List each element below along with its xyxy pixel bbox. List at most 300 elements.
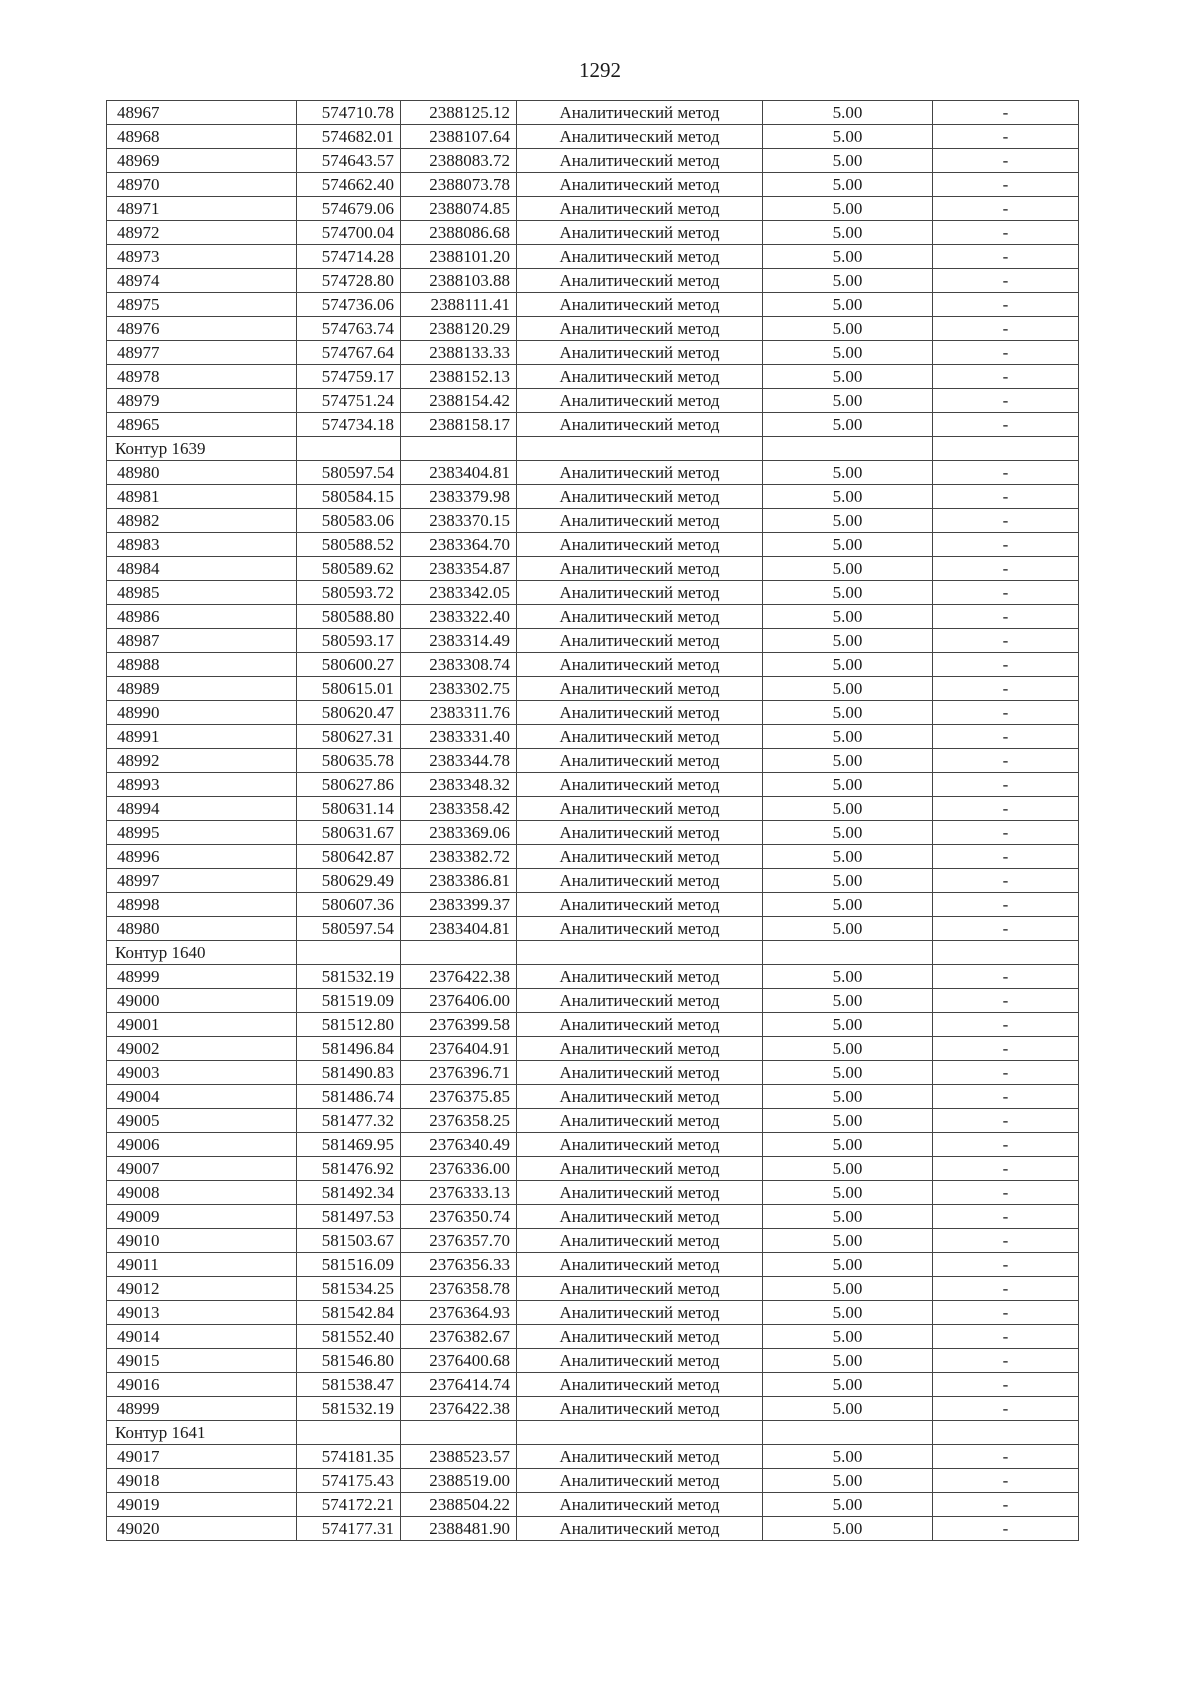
point-id-cell: 49004 [107, 1085, 297, 1109]
table-row [107, 869, 1079, 893]
empty-cell [763, 1421, 933, 1445]
method-cell: Аналитический метод [517, 245, 763, 269]
method-cell: Аналитический метод [517, 989, 763, 1013]
x-coordinate-cell: 581497.53 [297, 1205, 401, 1229]
note-cell: - [933, 1085, 1079, 1109]
point-id-cell: 48973 [107, 245, 297, 269]
table-row [107, 605, 1079, 629]
point-id-cell: 49013 [107, 1301, 297, 1325]
method-cell: Аналитический метод [517, 197, 763, 221]
empty-cell [517, 437, 763, 461]
table-row [107, 1493, 1079, 1517]
method-cell: Аналитический метод [517, 773, 763, 797]
contour-label: Контур 1640 [107, 941, 297, 965]
precision-cell: 5.00 [763, 1133, 933, 1157]
method-cell: Аналитический метод [517, 389, 763, 413]
note-cell: - [933, 1301, 1079, 1325]
table-row [107, 989, 1079, 1013]
method-cell: Аналитический метод [517, 1493, 763, 1517]
point-id-cell: 48993 [107, 773, 297, 797]
note-cell: - [933, 1253, 1079, 1277]
precision-cell: 5.00 [763, 1181, 933, 1205]
table-row [107, 365, 1079, 389]
point-id-cell: 48965 [107, 413, 297, 437]
point-id-cell: 48981 [107, 485, 297, 509]
table-row [107, 101, 1079, 125]
precision-cell: 5.00 [763, 1061, 933, 1085]
x-coordinate-cell: 574710.78 [297, 101, 401, 125]
note-cell: - [933, 1181, 1079, 1205]
precision-cell: 5.00 [763, 341, 933, 365]
point-id-cell: 48998 [107, 893, 297, 917]
precision-cell: 5.00 [763, 1277, 933, 1301]
table-row [107, 1469, 1079, 1493]
y-coordinate-cell: 2383358.42 [401, 797, 517, 821]
table-row [107, 557, 1079, 581]
point-id-cell: 48969 [107, 149, 297, 173]
point-id-cell: 48985 [107, 581, 297, 605]
point-id-cell: 48987 [107, 629, 297, 653]
method-cell: Аналитический метод [517, 1205, 763, 1229]
precision-cell: 5.00 [763, 605, 933, 629]
y-coordinate-cell: 2376406.00 [401, 989, 517, 1013]
point-id-cell: 48991 [107, 725, 297, 749]
y-coordinate-cell: 2383370.15 [401, 509, 517, 533]
empty-cell [933, 437, 1079, 461]
method-cell: Аналитический метод [517, 1397, 763, 1421]
x-coordinate-cell: 581538.47 [297, 1373, 401, 1397]
table-row [107, 173, 1079, 197]
point-id-cell: 49007 [107, 1157, 297, 1181]
note-cell: - [933, 1493, 1079, 1517]
table-row [107, 269, 1079, 293]
precision-cell: 5.00 [763, 701, 933, 725]
y-coordinate-cell: 2383369.06 [401, 821, 517, 845]
table-row [107, 1301, 1079, 1325]
point-id-cell: 48990 [107, 701, 297, 725]
note-cell: - [933, 1325, 1079, 1349]
note-cell: - [933, 629, 1079, 653]
method-cell: Аналитический метод [517, 1277, 763, 1301]
note-cell: - [933, 701, 1079, 725]
note-cell: - [933, 821, 1079, 845]
x-coordinate-cell: 574759.17 [297, 365, 401, 389]
note-cell: - [933, 581, 1079, 605]
y-coordinate-cell: 2383348.32 [401, 773, 517, 797]
table-row [107, 965, 1079, 989]
precision-cell: 5.00 [763, 917, 933, 941]
table-row [107, 893, 1079, 917]
method-cell: Аналитический метод [517, 845, 763, 869]
method-cell: Аналитический метод [517, 1469, 763, 1493]
point-id-cell: 49008 [107, 1181, 297, 1205]
table-row [107, 1013, 1079, 1037]
y-coordinate-cell: 2376422.38 [401, 965, 517, 989]
point-id-cell: 48988 [107, 653, 297, 677]
x-coordinate-cell: 581503.67 [297, 1229, 401, 1253]
precision-cell: 5.00 [763, 1349, 933, 1373]
point-id-cell: 49016 [107, 1373, 297, 1397]
y-coordinate-cell: 2383399.37 [401, 893, 517, 917]
point-id-cell: 49009 [107, 1205, 297, 1229]
note-cell: - [933, 1109, 1079, 1133]
empty-cell [297, 941, 401, 965]
x-coordinate-cell: 580607.36 [297, 893, 401, 917]
x-coordinate-cell: 574643.57 [297, 149, 401, 173]
method-cell: Аналитический метод [517, 605, 763, 629]
empty-cell [763, 941, 933, 965]
empty-cell [297, 1421, 401, 1445]
table-row [107, 1253, 1079, 1277]
page-number: 1292 [579, 58, 621, 82]
y-coordinate-cell: 2376364.93 [401, 1301, 517, 1325]
x-coordinate-cell: 580635.78 [297, 749, 401, 773]
x-coordinate-cell: 581512.80 [297, 1013, 401, 1037]
x-coordinate-cell: 574177.31 [297, 1517, 401, 1541]
method-cell: Аналитический метод [517, 1301, 763, 1325]
method-cell: Аналитический метод [517, 1325, 763, 1349]
precision-cell: 5.00 [763, 1109, 933, 1133]
method-cell: Аналитический метод [517, 461, 763, 485]
precision-cell: 5.00 [763, 845, 933, 869]
point-id-cell: 48968 [107, 125, 297, 149]
empty-cell [297, 437, 401, 461]
table-row [107, 1277, 1079, 1301]
y-coordinate-cell: 2383404.81 [401, 917, 517, 941]
table-row [107, 149, 1079, 173]
point-id-cell: 49000 [107, 989, 297, 1013]
table-row [107, 677, 1079, 701]
table-row [107, 1109, 1079, 1133]
method-cell: Аналитический метод [517, 1157, 763, 1181]
method-cell: Аналитический метод [517, 1349, 763, 1373]
y-coordinate-cell: 2388133.33 [401, 341, 517, 365]
method-cell: Аналитический метод [517, 533, 763, 557]
precision-cell: 5.00 [763, 1013, 933, 1037]
y-coordinate-cell: 2376396.71 [401, 1061, 517, 1085]
empty-cell [401, 1421, 517, 1445]
empty-cell [401, 437, 517, 461]
note-cell: - [933, 1277, 1079, 1301]
note-cell: - [933, 1517, 1079, 1541]
method-cell: Аналитический метод [517, 101, 763, 125]
precision-cell: 5.00 [763, 1397, 933, 1421]
point-id-cell: 48997 [107, 869, 297, 893]
point-id-cell: 48978 [107, 365, 297, 389]
point-id-cell: 48989 [107, 677, 297, 701]
y-coordinate-cell: 2376357.70 [401, 1229, 517, 1253]
precision-cell: 5.00 [763, 1301, 933, 1325]
x-coordinate-cell: 580589.62 [297, 557, 401, 581]
table-row [107, 917, 1079, 941]
point-id-cell: 48976 [107, 317, 297, 341]
method-cell: Аналитический метод [517, 1181, 763, 1205]
empty-cell [517, 1421, 763, 1445]
table-row [107, 749, 1079, 773]
y-coordinate-cell: 2376350.74 [401, 1205, 517, 1229]
note-cell: - [933, 677, 1079, 701]
y-coordinate-cell: 2388101.20 [401, 245, 517, 269]
precision-cell: 5.00 [763, 821, 933, 845]
note-cell: - [933, 797, 1079, 821]
table-row [107, 845, 1079, 869]
point-id-cell: 49012 [107, 1277, 297, 1301]
x-coordinate-cell: 580584.15 [297, 485, 401, 509]
note-cell: - [933, 245, 1079, 269]
empty-cell [401, 941, 517, 965]
method-cell: Аналитический метод [517, 125, 763, 149]
method-cell: Аналитический метод [517, 341, 763, 365]
note-cell: - [933, 893, 1079, 917]
precision-cell: 5.00 [763, 1493, 933, 1517]
point-id-cell: 48975 [107, 293, 297, 317]
note-cell: - [933, 965, 1079, 989]
table-row [107, 653, 1079, 677]
x-coordinate-cell: 580600.27 [297, 653, 401, 677]
note-cell: - [933, 221, 1079, 245]
precision-cell: 5.00 [763, 1157, 933, 1181]
table-row [107, 629, 1079, 653]
y-coordinate-cell: 2383322.40 [401, 605, 517, 629]
precision-cell: 5.00 [763, 557, 933, 581]
method-cell: Аналитический метод [517, 413, 763, 437]
precision-cell: 5.00 [763, 677, 933, 701]
x-coordinate-cell: 581552.40 [297, 1325, 401, 1349]
table-row [107, 1085, 1079, 1109]
method-cell: Аналитический метод [517, 869, 763, 893]
x-coordinate-cell: 581476.92 [297, 1157, 401, 1181]
y-coordinate-cell: 2376356.33 [401, 1253, 517, 1277]
y-coordinate-cell: 2383364.70 [401, 533, 517, 557]
precision-cell: 5.00 [763, 1205, 933, 1229]
precision-cell: 5.00 [763, 1037, 933, 1061]
point-id-cell: 49020 [107, 1517, 297, 1541]
note-cell: - [933, 365, 1079, 389]
empty-cell [933, 1421, 1079, 1445]
method-cell: Аналитический метод [517, 221, 763, 245]
precision-cell: 5.00 [763, 461, 933, 485]
point-id-cell: 48971 [107, 197, 297, 221]
table-row [107, 245, 1079, 269]
y-coordinate-cell: 2388086.68 [401, 221, 517, 245]
note-cell: - [933, 1133, 1079, 1157]
x-coordinate-cell: 581546.80 [297, 1349, 401, 1373]
method-cell: Аналитический метод [517, 509, 763, 533]
point-id-cell: 49014 [107, 1325, 297, 1349]
y-coordinate-cell: 2388120.29 [401, 317, 517, 341]
precision-cell: 5.00 [763, 653, 933, 677]
method-cell: Аналитический метод [517, 485, 763, 509]
point-id-cell: 48982 [107, 509, 297, 533]
x-coordinate-cell: 581492.34 [297, 1181, 401, 1205]
y-coordinate-cell: 2383311.76 [401, 701, 517, 725]
note-cell: - [933, 1445, 1079, 1469]
x-coordinate-cell: 581532.19 [297, 965, 401, 989]
table-row [107, 1373, 1079, 1397]
note-cell: - [933, 413, 1079, 437]
precision-cell: 5.00 [763, 1325, 933, 1349]
table-row [107, 1157, 1079, 1181]
y-coordinate-cell: 2376399.58 [401, 1013, 517, 1037]
note-cell: - [933, 149, 1079, 173]
table-row [107, 1229, 1079, 1253]
point-id-cell: 49019 [107, 1493, 297, 1517]
method-cell: Аналитический метод [517, 965, 763, 989]
precision-cell: 5.00 [763, 269, 933, 293]
method-cell: Аналитический метод [517, 1373, 763, 1397]
table-row [107, 317, 1079, 341]
note-cell: - [933, 557, 1079, 581]
method-cell: Аналитический метод [517, 1445, 763, 1469]
method-cell: Аналитический метод [517, 293, 763, 317]
point-id-cell: 48983 [107, 533, 297, 557]
note-cell: - [933, 485, 1079, 509]
x-coordinate-cell: 580627.31 [297, 725, 401, 749]
note-cell: - [933, 509, 1079, 533]
y-coordinate-cell: 2376336.00 [401, 1157, 517, 1181]
y-coordinate-cell: 2383379.98 [401, 485, 517, 509]
precision-cell: 5.00 [763, 365, 933, 389]
note-cell: - [933, 1205, 1079, 1229]
x-coordinate-cell: 580620.47 [297, 701, 401, 725]
contour-header-row [107, 1421, 1079, 1445]
precision-cell: 5.00 [763, 1445, 933, 1469]
point-id-cell: 48995 [107, 821, 297, 845]
contour-label: Контур 1639 [107, 437, 297, 461]
point-id-cell: 49018 [107, 1469, 297, 1493]
precision-cell: 5.00 [763, 965, 933, 989]
method-cell: Аналитический метод [517, 893, 763, 917]
point-id-cell: 48992 [107, 749, 297, 773]
precision-cell: 5.00 [763, 317, 933, 341]
note-cell: - [933, 605, 1079, 629]
x-coordinate-cell: 574181.35 [297, 1445, 401, 1469]
method-cell: Аналитический метод [517, 701, 763, 725]
note-cell: - [933, 269, 1079, 293]
method-cell: Аналитический метод [517, 1037, 763, 1061]
note-cell: - [933, 1013, 1079, 1037]
method-cell: Аналитический метод [517, 317, 763, 341]
y-coordinate-cell: 2383331.40 [401, 725, 517, 749]
y-coordinate-cell: 2388111.41 [401, 293, 517, 317]
contour-header-row [107, 941, 1079, 965]
y-coordinate-cell: 2383302.75 [401, 677, 517, 701]
y-coordinate-cell: 2388481.90 [401, 1517, 517, 1541]
table-row [107, 125, 1079, 149]
note-cell: - [933, 125, 1079, 149]
note-cell: - [933, 341, 1079, 365]
point-id-cell: 49015 [107, 1349, 297, 1373]
x-coordinate-cell: 581490.83 [297, 1061, 401, 1085]
method-cell: Аналитический метод [517, 365, 763, 389]
point-id-cell: 48972 [107, 221, 297, 245]
x-coordinate-cell: 574175.43 [297, 1469, 401, 1493]
point-id-cell: 49010 [107, 1229, 297, 1253]
point-id-cell: 48970 [107, 173, 297, 197]
precision-cell: 5.00 [763, 1373, 933, 1397]
x-coordinate-cell: 580588.52 [297, 533, 401, 557]
table-row [107, 797, 1079, 821]
point-id-cell: 49011 [107, 1253, 297, 1277]
x-coordinate-cell: 574679.06 [297, 197, 401, 221]
y-coordinate-cell: 2388103.88 [401, 269, 517, 293]
x-coordinate-cell: 581516.09 [297, 1253, 401, 1277]
y-coordinate-cell: 2388125.12 [401, 101, 517, 125]
point-id-cell: 49006 [107, 1133, 297, 1157]
x-coordinate-cell: 574767.64 [297, 341, 401, 365]
y-coordinate-cell: 2376358.25 [401, 1109, 517, 1133]
table-row [107, 1205, 1079, 1229]
y-coordinate-cell: 2388154.42 [401, 389, 517, 413]
x-coordinate-cell: 574763.74 [297, 317, 401, 341]
precision-cell: 5.00 [763, 509, 933, 533]
x-coordinate-cell: 580593.72 [297, 581, 401, 605]
note-cell: - [933, 533, 1079, 557]
method-cell: Аналитический метод [517, 749, 763, 773]
note-cell: - [933, 773, 1079, 797]
table-row [107, 1325, 1079, 1349]
precision-cell: 5.00 [763, 773, 933, 797]
point-id-cell: 49003 [107, 1061, 297, 1085]
x-coordinate-cell: 574662.40 [297, 173, 401, 197]
contour-label: Контур 1641 [107, 1421, 297, 1445]
x-coordinate-cell: 581519.09 [297, 989, 401, 1013]
x-coordinate-cell: 574734.18 [297, 413, 401, 437]
table-row [107, 1517, 1079, 1541]
table-row [107, 197, 1079, 221]
method-cell: Аналитический метод [517, 581, 763, 605]
coordinates-table-body [107, 101, 1079, 1541]
note-cell: - [933, 1157, 1079, 1181]
y-coordinate-cell: 2388083.72 [401, 149, 517, 173]
y-coordinate-cell: 2376404.91 [401, 1037, 517, 1061]
y-coordinate-cell: 2376358.78 [401, 1277, 517, 1301]
method-cell: Аналитический метод [517, 1013, 763, 1037]
x-coordinate-cell: 574751.24 [297, 389, 401, 413]
note-cell: - [933, 389, 1079, 413]
x-coordinate-cell: 580629.49 [297, 869, 401, 893]
note-cell: - [933, 173, 1079, 197]
table-row [107, 725, 1079, 749]
x-coordinate-cell: 580615.01 [297, 677, 401, 701]
method-cell: Аналитический метод [517, 1229, 763, 1253]
y-coordinate-cell: 2376382.67 [401, 1325, 517, 1349]
table-row [107, 701, 1079, 725]
y-coordinate-cell: 2383308.74 [401, 653, 517, 677]
note-cell: - [933, 917, 1079, 941]
table-row [107, 413, 1079, 437]
note-cell: - [933, 845, 1079, 869]
table-row [107, 389, 1079, 413]
y-coordinate-cell: 2388158.17 [401, 413, 517, 437]
table-row [107, 293, 1079, 317]
method-cell: Аналитический метод [517, 1109, 763, 1133]
point-id-cell: 49005 [107, 1109, 297, 1133]
table-row [107, 533, 1079, 557]
y-coordinate-cell: 2383382.72 [401, 845, 517, 869]
method-cell: Аналитический метод [517, 1133, 763, 1157]
x-coordinate-cell: 581486.74 [297, 1085, 401, 1109]
table-row [107, 1037, 1079, 1061]
table-row [107, 221, 1079, 245]
x-coordinate-cell: 580597.54 [297, 917, 401, 941]
table-row [107, 773, 1079, 797]
method-cell: Аналитический метод [517, 149, 763, 173]
note-cell: - [933, 101, 1079, 125]
x-coordinate-cell: 574736.06 [297, 293, 401, 317]
table-row [107, 485, 1079, 509]
y-coordinate-cell: 2376333.13 [401, 1181, 517, 1205]
